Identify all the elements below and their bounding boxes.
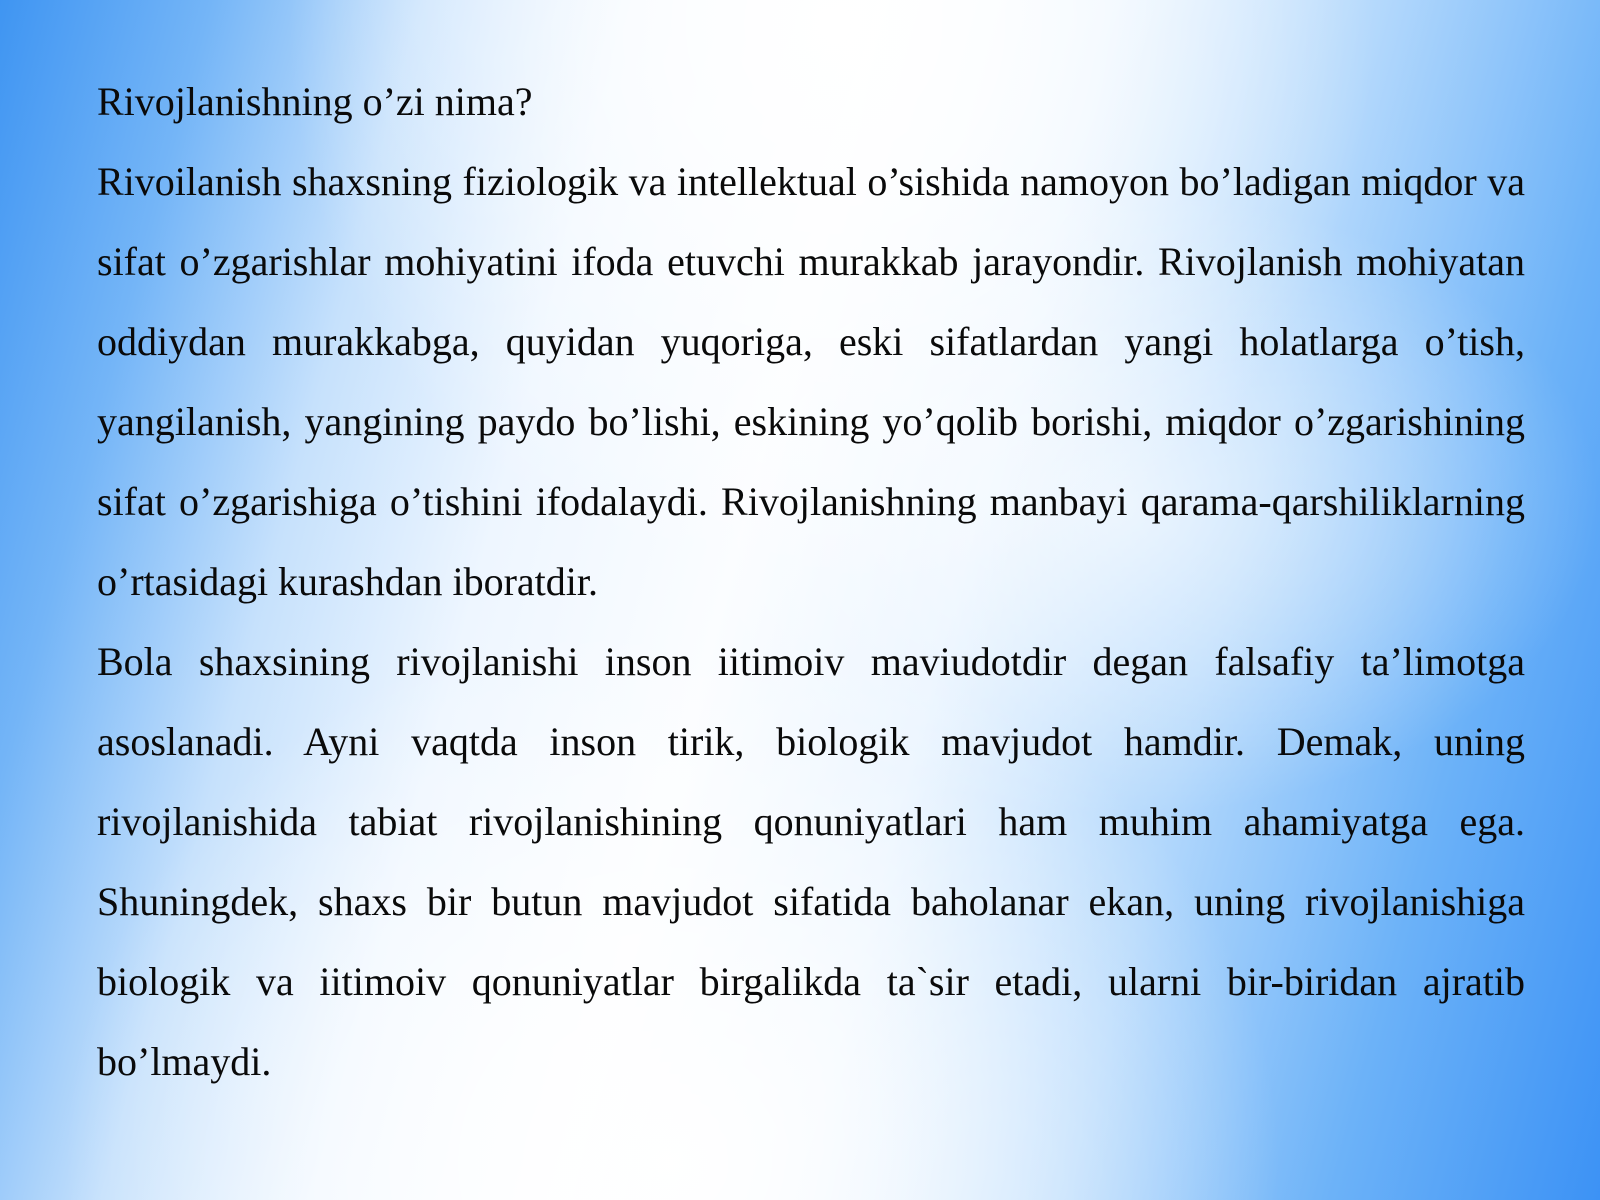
slide-text-block	[97, 62, 1525, 1102]
paragraph-development-definition: Rivoilanish shaxsning fiziologik va intellektual o’sishida namoyon bo’ladigan miqdor va sifat o’zgarishlar mohiyatini ifoda etuvchi murakkab jarayondir. Rivojlanish mohiyatan oddiydan murakkabga, quyidan yuqoriga, eski sifatlardan yangi holatlarga o’tish, yangilanish, yangining paydo bo’lishi, eskining yo’qolib borishi, miqdor o’zgarishining sifat o’zgarishiga o’tishini ifodalaydi. Rivojlanishning manbayi qarama-qarshiliklarning o’rtasidagi kurashdan iboratdir.	[97, 159, 1525, 604]
slide-heading: Rivojlanishning o’zi nima?	[97, 79, 533, 124]
paragraph-child-development: Bola shaxsining rivojlanishi inson iitimoiv maviudotdir degan falsafiy ta’limotga asoslanadi. Ayni vaqtda inson tirik, biologik mavjudot hamdir. Demak, uning rivojlanishida tabiat rivojlanishining qonuniyatlari ham muhim ahamiyatga ega. Shuningdek, shaxs bir butun mavjudot sifatida baholanar ekan, uning rivojlanishiga biologik va iitimoiv qonuniyatlar birgalikda ta`sir etadi, ularni bir-biridan ajratib bo’lmaydi.	[97, 639, 1525, 1084]
